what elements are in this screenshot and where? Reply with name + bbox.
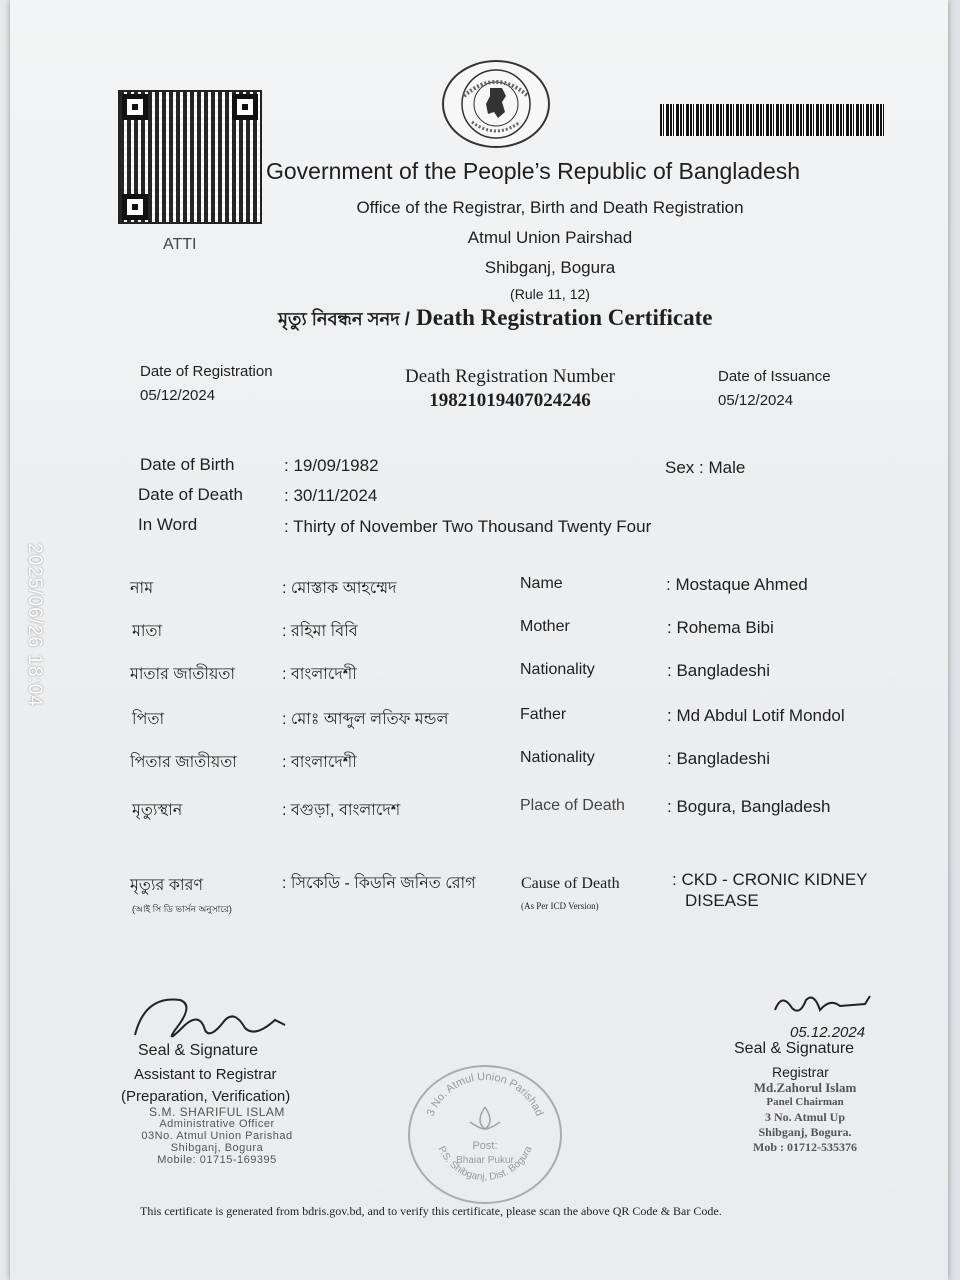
inword-value: : Thirty of November Two Thousand Twenty Four (284, 517, 652, 536)
date-of-issuance-label: Date of Issuance (718, 368, 831, 385)
assistant-stamp: S.M. SHARIFUL ISLAM Administrative Officer 03No. Atmul Union Parishad Shibganj, Bogura Mobile: 01715-169395 (141, 1105, 293, 1166)
dod-label: Date of Death (138, 485, 243, 504)
svg-text:3 No. Atmul Union Parishad (425, 1071, 546, 1118)
location-line: Shibganj, Bogura (484, 258, 616, 277)
qr-caption: ATTI (163, 236, 197, 253)
date-of-issuance-value: 05/12/2024 (718, 392, 794, 409)
cause-value-en-line2: DISEASE (685, 891, 759, 910)
left-seal-label: Seal & Signature (138, 1042, 259, 1059)
rule-line: (Rule 11, 12) (510, 286, 590, 302)
left-role: Assistant to Registrar (134, 1066, 277, 1083)
registrar-handwritten-date: 05.12.2024 (790, 1024, 866, 1041)
inword-label: In Word (138, 515, 198, 534)
cause-sub-bn: (আই সি ডি ভার্সন অনুসারে) (132, 904, 232, 914)
cause-value-en: : CKD - CRONIC KIDNEY (672, 870, 868, 889)
union-parishad-round-seal (408, 1065, 562, 1204)
seal-center-text: Bhaiar Pukur (456, 1155, 514, 1166)
seal-post-text: Post: (472, 1140, 498, 1152)
date-of-registration-value: 05/12/2024 (140, 387, 216, 404)
union-line: Atmul Union Pairshad (467, 228, 633, 247)
photo-timestamp: 2025/06/26 18:04 (24, 543, 45, 707)
right-role: Registrar (772, 1064, 829, 1080)
assistant-signature-icon (125, 990, 295, 1050)
qr-code (118, 90, 262, 224)
barcode (660, 104, 884, 136)
seal-bottom-text: P.S. Shibganj, Dist. Bogura (435, 1144, 535, 1183)
registrar-signature-icon (770, 990, 880, 1020)
dod-value: : 30/11/2024 (284, 486, 378, 505)
certificate-title: মৃত্যু নিবন্ধন সনদ / Death Registration Certificate (278, 305, 713, 330)
left-note: (Preparation, Verification) (121, 1088, 291, 1105)
footer-note: This certificate is generated from bdris.gov.bd, and to verify this certificate, please scan the above QR Code & Bar Code. (140, 1204, 722, 1218)
cause-label-bn: মৃত্যুর কারণ (130, 877, 204, 894)
registration-number-value: 19821019407024246 (429, 390, 591, 411)
right-seal-label: Seal & Signature (734, 1040, 855, 1057)
registration-number-label: Death Registration Number (404, 366, 615, 387)
government-emblem-icon (442, 60, 550, 148)
seal-ring-text: 3 No. Atmul Union Parishad (424, 1070, 546, 1118)
date-of-registration-label: Date of Registration (140, 363, 273, 380)
office-line: Office of the Registrar, Birth and Death Registration (356, 198, 744, 217)
cause-value-bn: : সিকেডি - কিডনি জনিত রোগ (282, 875, 476, 892)
dob-value: : 19/09/1982 (284, 456, 379, 475)
cause-label-en: Cause of Death (521, 875, 620, 892)
cause-sub-en: (As Per ICD Version) (521, 901, 599, 911)
sex-value: Sex : Male (665, 458, 746, 477)
registrar-stamp: Md.Zahorul Islam Panel Chairman 3 No. Atmul Up Shibganj, Bogura. Mob : 01712-535376 (753, 1080, 857, 1154)
dob-label: Date of Birth (140, 455, 235, 474)
header-title: Government of the People’s Republic of Bangladesh (266, 158, 801, 184)
certificate-paper: ATTI Government of the People’s Republic of Bangladesh Office of the Registrar, Birth and Death Registration Atmul Union Pairshad Shibganj, Bogura (Rule 11, 12) মৃত্যু নিবন্ধন সনদ / Death Registration Certificate Date of Registration 05/12/2024 Death Registration Number 19821019407024246 Date of Issuance 05/12/2024 Date of Birth : 19/09/1982 Sex : Male Date of Death : 30/11/2024 In Word : Thirty of November Two Thousand Twenty Four নাম : মোস্তাক আহম্মেদ Name : Mostaque Ahmed মাতা : রহিমা বিবি Mother : Rohema Bibi মাতার জাতীয়তা : বাংলাদেশী Nationality : Bangladeshi পিতা : মোঃ আব্দুল লতিফ মন্ডল Father : Md Abdul Lotif Mondol পিতার জাতীয়তা : বাংলাদেশী Nationality : Bangladeshi মৃত্যুস্থান : বগুড়া, বাংলাদেশ Place of Death : Bogura, Bangladesh মৃত্যুর কারণ (আই সি ডি ভার্সন অনুসারে) : সিকেডি - কিডনি জনিত রোগ Cause of Death (As Per ICD Version) : CKD - CRONIC KIDNEY DISEASE Seal & Signature Assistant to Registrar (Preparation, Verification) S.M. SHARIFUL ISLAM Administrative Officer 03No. Atmul Union Parishad Shibganj, Bogura Mobile: 01715-169395 3 No. Atmul Union Parishad P.S. Shibganj, Dist. Bogura Post: Bhaiar Pukur 05.12.2024 Seal & Signature Registrar Md.Zahorul Islam Panel Chairman 3 No. Atmul Up Shibganj, Bogura. Mob : 01712-535376 This certificate is generated from bdris.gov.bd, and to verify this certificate, please scan the above QR Code & Bar Code. (10, 0, 948, 1280)
